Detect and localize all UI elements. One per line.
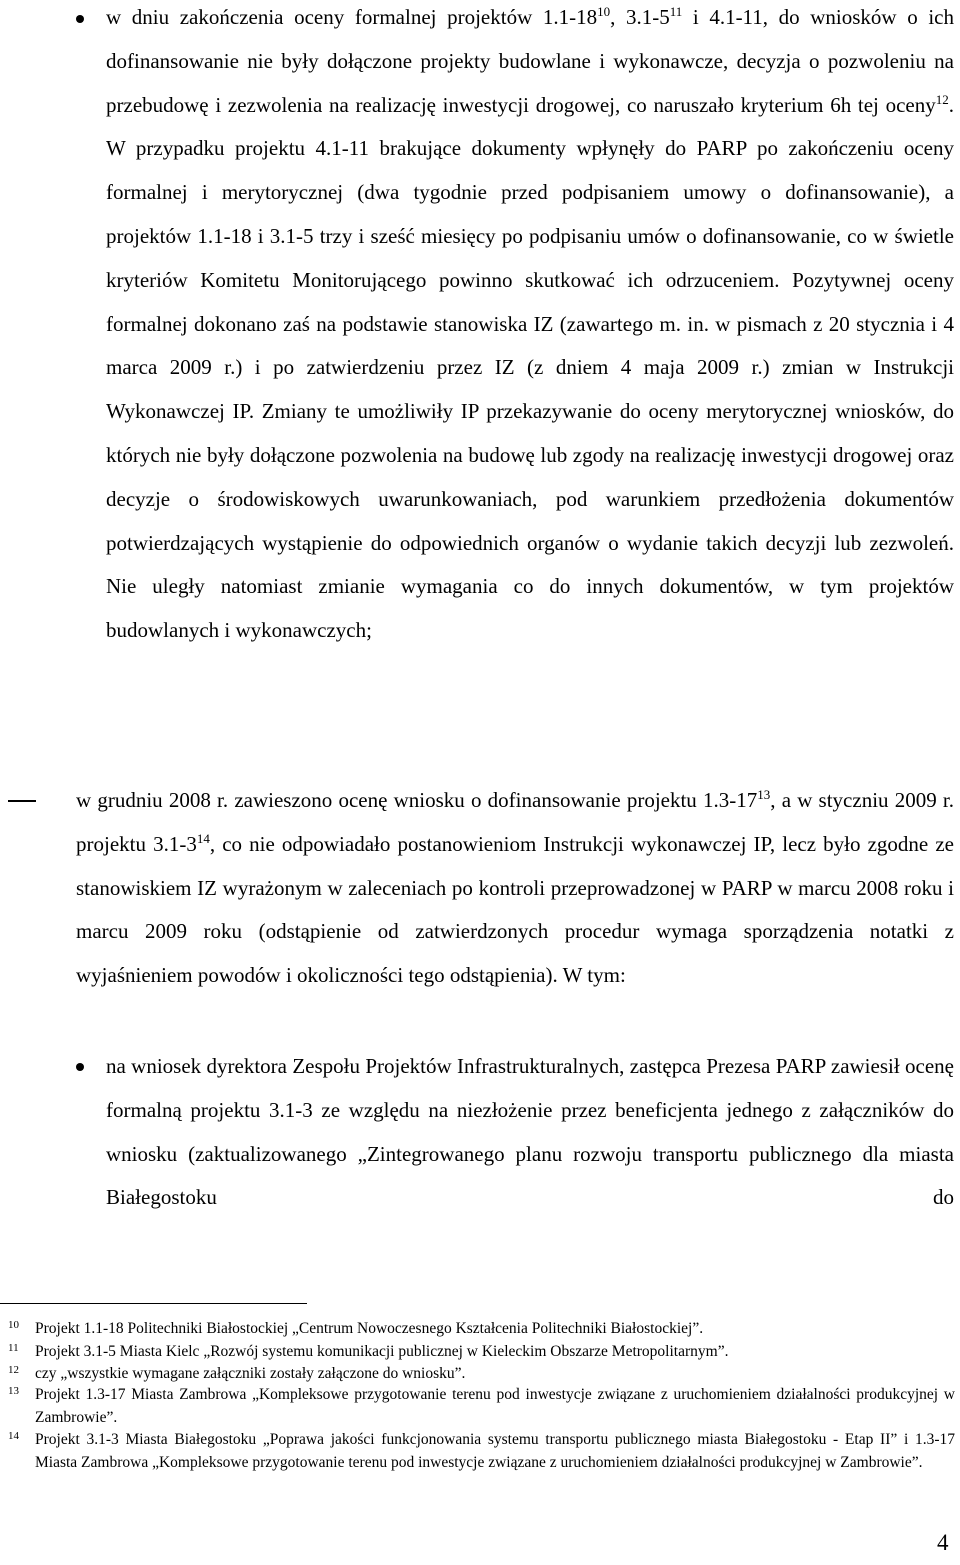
footnote-text: Projekt 1.1-18 Politechniki Białostockiej „Centrum Nowoczesnego Kształcenia Politechniki Białostockiej”.: [35, 1320, 704, 1337]
footnote-number: 10: [8, 1319, 19, 1331]
dash-item-1: [76, 779, 954, 998]
dash-item-1-text: w grudniu 2008 r. zawieszono ocenę wniosku o dofinansowanie projektu $1.3-17^{13}$, a w styczniu 2009 r. projektu $3.1-3^{14}$, co nie odpowiadało postanowieniom Instrukcji wykonawczej IP, lecz było zgodne ze stanowiskiem IZ wyrażonym w zaleceniach po kontroli przeprowadzonej w PARP w marcu 2008 roku i marcu 2009 roku (odstąpienie od zatwierdzonych procedur wymaga sporządzenia notatki z wyjaśnieniem powodów i okoliczności tego odstąpienia). W tym:: [76, 787, 954, 988]
footnote-ref-10[interactable]: 10: [597, 4, 611, 19]
footnote-number: 11: [8, 1342, 19, 1354]
footnote-text: Projekt 1.3-17 Miasta Zambrowa „Kompleksowe przygotowanie terenu pod inwestycje związane z uruchomieniem działalności produkcyjnej w Zambrowie”.: [35, 1386, 955, 1426]
footnote-text: czy „wszystkie wymagane załączniki zostały załączone do wniosku”.: [35, 1365, 466, 1382]
page-number: 4: [937, 1530, 949, 1555]
bullet-item-1-text: w dniu zakończenia oceny formalnej projektów $1.1-18^{10}$, $3.1-5^{11}$ i 4.1-11, do wniosków o ich dofinansowanie nie były dołączone projekty budowlane i wykonawcze, decyzja o pozwoleniu na przebudowę i zezwolenia na realizację inwestycji drogowej, co naruszało kryterium 6h tej oceny$^{12}$. W przypadku projektu 4.1-11 brakujące dokumenty wpłynęły do PARP po zakończeniu oceny formalnej i merytorycznej (dwa tygodnie przed podpisaniem umowy o dofinansowanie), a projektów 1.1-18 i 3.1-5 trzy i sześć miesięcy po podpisaniu umów o dofinansowanie, co w świetle kryteriów Komitetu Monitorującego powinno skutkować ich odrzuceniem. Pozytywnej oceny formalnej dokonano zaś na podstawie stanowiska IZ (zawartego m. in. w pismach z 20 stycznia i 4 marca 2009 r.) i po zatwierdzeniu przez IZ (z dniem 4 maja 2009 r.) zmian w Instrukcji Wykonawczej IP. Zmiany te umożliwiły IP przekazywanie do oceny merytorycznej wniosków, do których nie były dołączone pozwolenia na budowę lub zgody na realizację inwestycji drogowej oraz decyzje o środowiskowych uwarunkowaniach, pod warunkiem przedłożenia dokumentów potwierdzających wystąpienie do odpowiednich organów o wydanie takich decyzji lub zezwoleń. Nie uległy natomiast zmianie wymagania co do innych dokumentów, w tym projektów budowlanych i wykonawczych;: [106, 4, 954, 643]
bullet-item-1: [106, 0, 954, 653]
footnote-number: 13: [8, 1385, 19, 1397]
footnote-separator: [0, 1303, 307, 1304]
bullet-item-2: [106, 1045, 954, 1220]
bullet-item-2-text: na wniosek dyrektora Zespołu Projektów Infrastrukturalnych, zastępca Prezesa PARP zawiesił ocenę formalną projektu 3.1-3 ze względu na niezłożenie przez beneficjenta jednego z załączników do wniosku (zaktualizowanego „Zintegrowanego planu rozwoju transportu publicznego dla miasta Białegostoku do: [106, 1054, 954, 1210]
footnote-text: Projekt 3.1-5 Miasta Kielc „Rozwój systemu komunikacji publicznej w Kieleckim Obszarze Metropolitarnym”.: [35, 1343, 729, 1360]
footnote-ref-11[interactable]: 11: [669, 4, 683, 19]
footnote-ref-12[interactable]: 12: [935, 91, 949, 107]
footnote-ref-14[interactable]: 14: [196, 830, 210, 846]
bullet-icon: [76, 1063, 84, 1071]
footnote-number: 14: [8, 1430, 19, 1442]
footnote-number: 12: [8, 1364, 19, 1376]
footnote-text: Projekt 3.1-3 Miasta Białegostoku „Poprawa jakości funkcjonowania systemu transportu publicznego miasta Białegostoku - Etap II” i 1.3-17 Miasta Zambrowa „Kompleksowe przygotowanie terenu pod inwestycje związane z uruchomieniem działalności produkcyjnej w Zambrowie”.: [35, 1431, 955, 1471]
footnote-ref-13[interactable]: 13: [757, 787, 771, 802]
dash-icon: [8, 800, 36, 802]
bullet-icon: [76, 15, 84, 23]
